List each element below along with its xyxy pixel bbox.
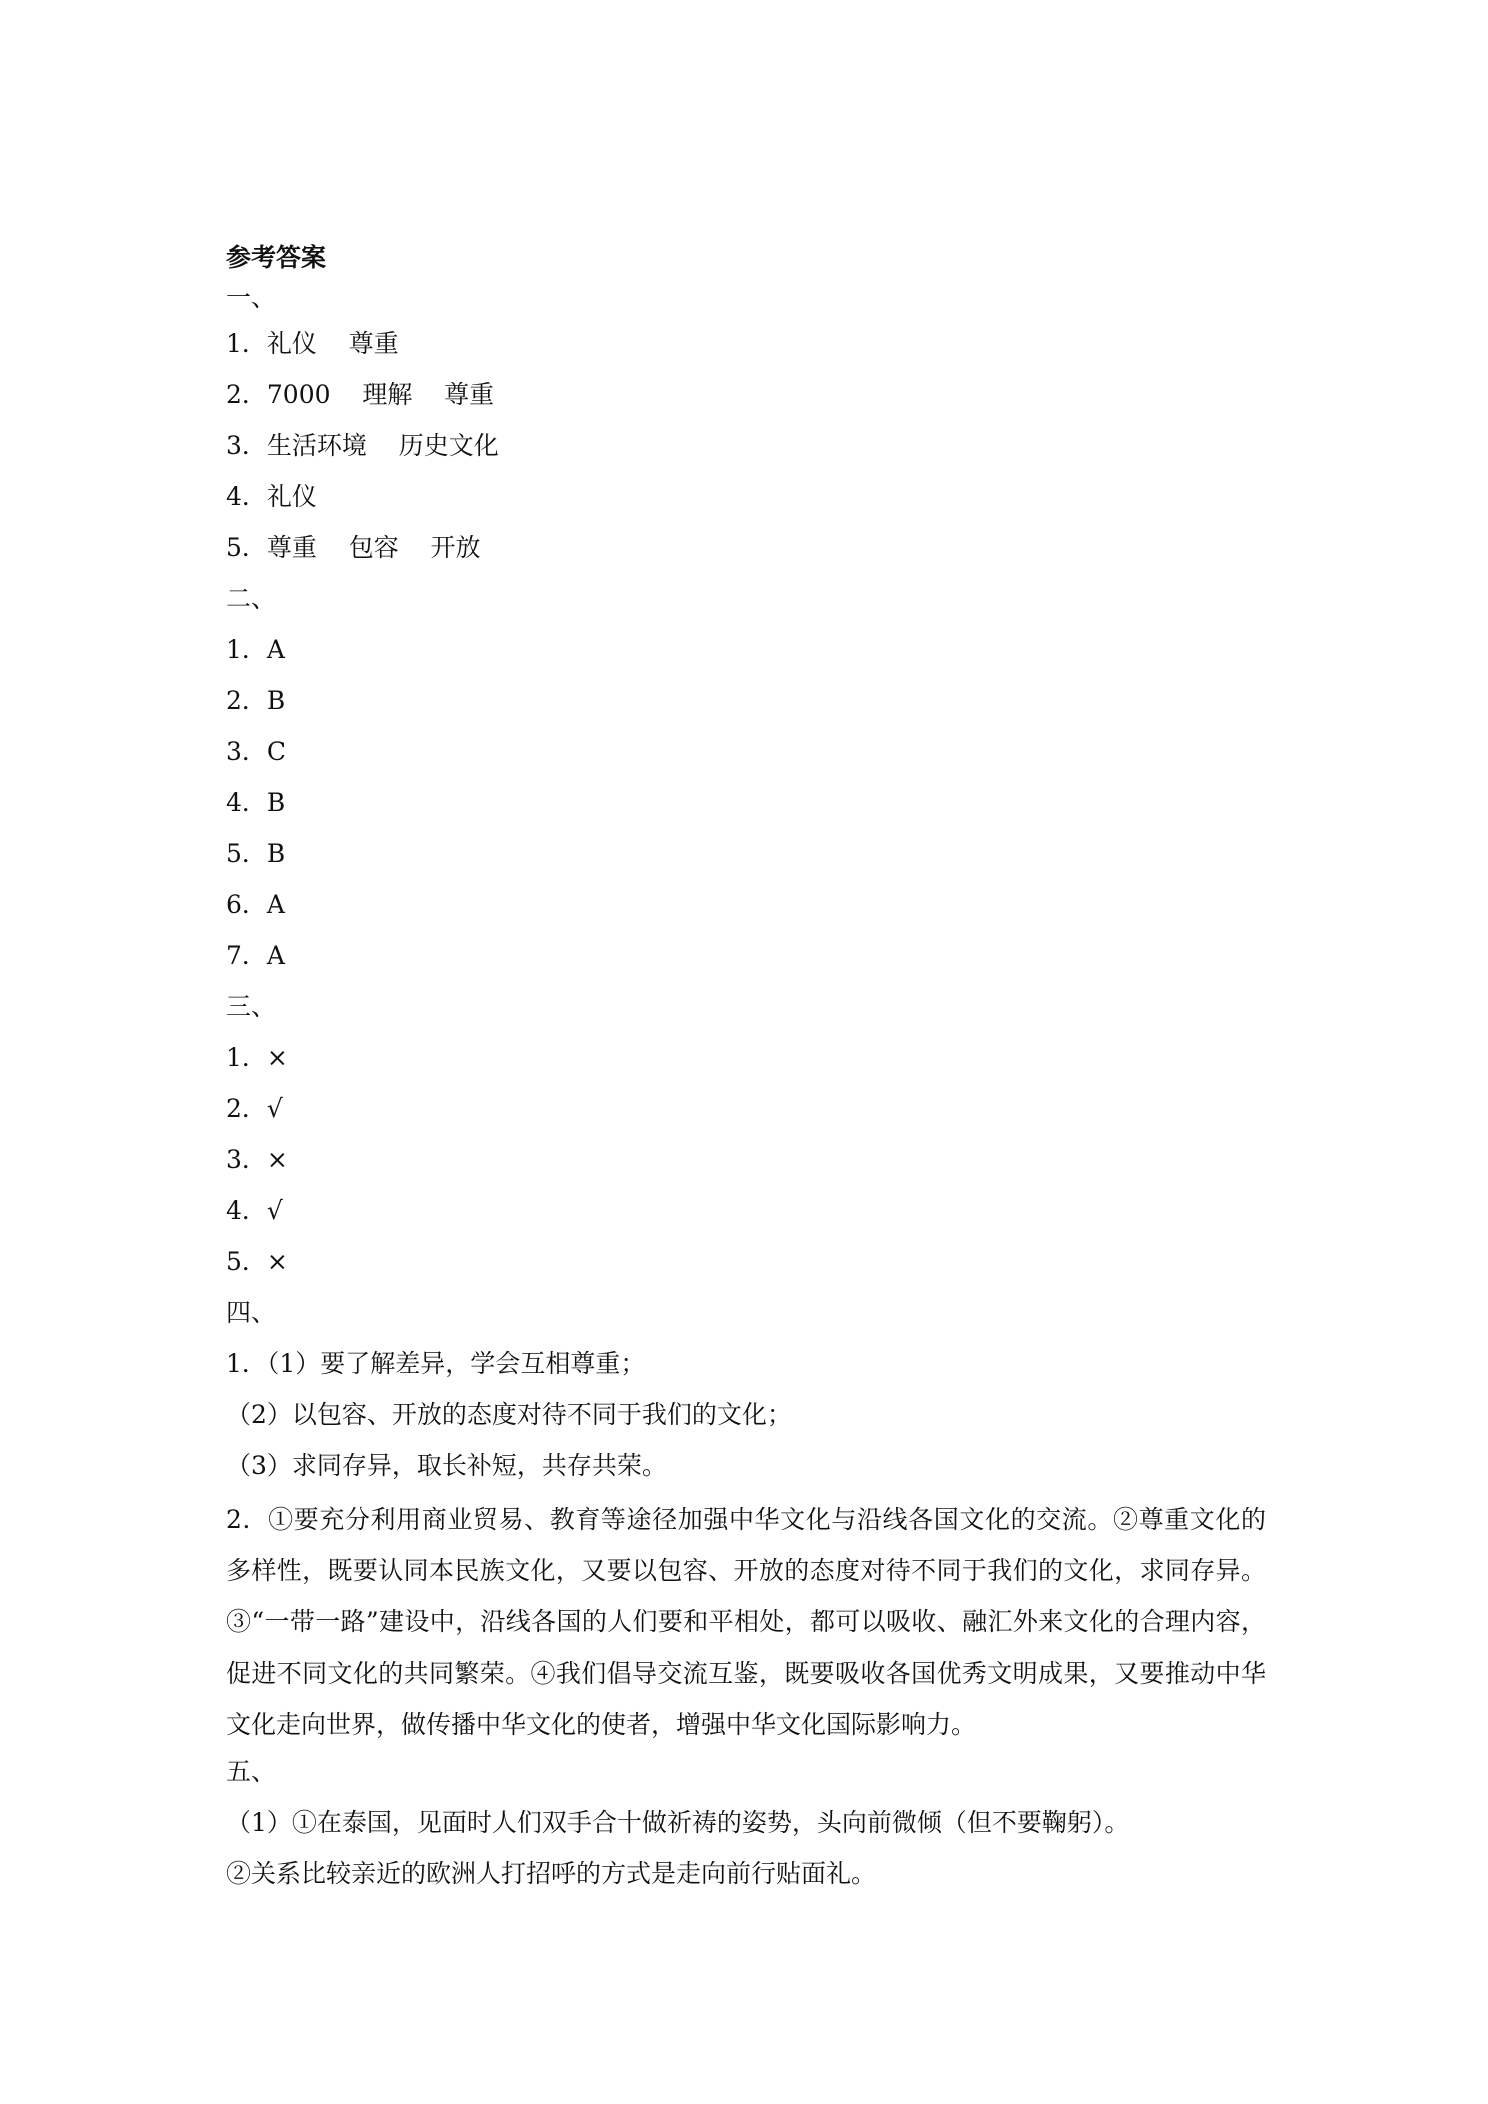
- answer-line: 3．生活环境 历史文化: [226, 431, 499, 460]
- answer-line: 1．A: [226, 635, 285, 664]
- answer-line: 2．B: [226, 686, 286, 715]
- answer-line: 5．×: [226, 1247, 288, 1276]
- page-title: 参考答案: [226, 243, 327, 272]
- answer-line: 7．A: [226, 941, 285, 970]
- answer-line: 5．尊重 包容 开放: [226, 533, 481, 562]
- answer-line: 4．礼仪: [226, 482, 317, 511]
- section-heading-1: 一、: [226, 283, 277, 312]
- answer-line: 2．7000 理解 尊重: [226, 380, 495, 409]
- answer-line: 4．√: [226, 1196, 283, 1225]
- answer-line: 1．×: [226, 1043, 288, 1072]
- answer-line: 2．√: [226, 1094, 283, 1123]
- section-heading-2: 二、: [226, 584, 277, 613]
- answer-paragraph: 2．①要充分利用商业贸易、教育等途径加强中华文化与沿线各国文化的交流。②尊重文化的多样性，既要认同本民族文化，又要以包容、开放的态度对待不同于我们的文化，求同存异。③“一带一路”建设中，沿线各国的人们要和平相处，都可以吸收、融汇外来文化的合理内容，促进不同文化的共同繁荣。④我们倡导交流互鉴，既要吸收各国优秀文明成果，又要推动中华文化走向世界，做传播中华文化的使者，增强中华文化国际影响力。: [226, 1505, 1266, 1739]
- answer-line: 1．（1）要了解差异，学会互相尊重；: [226, 1349, 646, 1378]
- answer-line: （3）求同存异，取长补短，共存共荣。: [226, 1451, 667, 1480]
- section-heading-3: 三、: [226, 992, 277, 1021]
- answer-line: ②关系比较亲近的欧洲人打招呼的方式是走向前行贴面礼。: [226, 1859, 877, 1888]
- answer-line: 3．×: [226, 1145, 288, 1174]
- answer-line: （2）以包容、开放的态度对待不同于我们的文化；: [226, 1400, 792, 1429]
- answer-line: 4．B: [226, 788, 286, 817]
- answer-line: 3．C: [226, 737, 287, 766]
- section-heading-5: 五、: [226, 1757, 277, 1786]
- answer-line: （1）①在泰国，见面时人们双手合十做祈祷的姿势，头向前微倾（但不要鞠躬）。: [226, 1808, 1130, 1837]
- answer-line: 6．A: [226, 890, 285, 919]
- answer-line: 5．B: [226, 839, 286, 868]
- answer-line: 1．礼仪 尊重: [226, 329, 399, 358]
- section-heading-4: 四、: [226, 1298, 277, 1327]
